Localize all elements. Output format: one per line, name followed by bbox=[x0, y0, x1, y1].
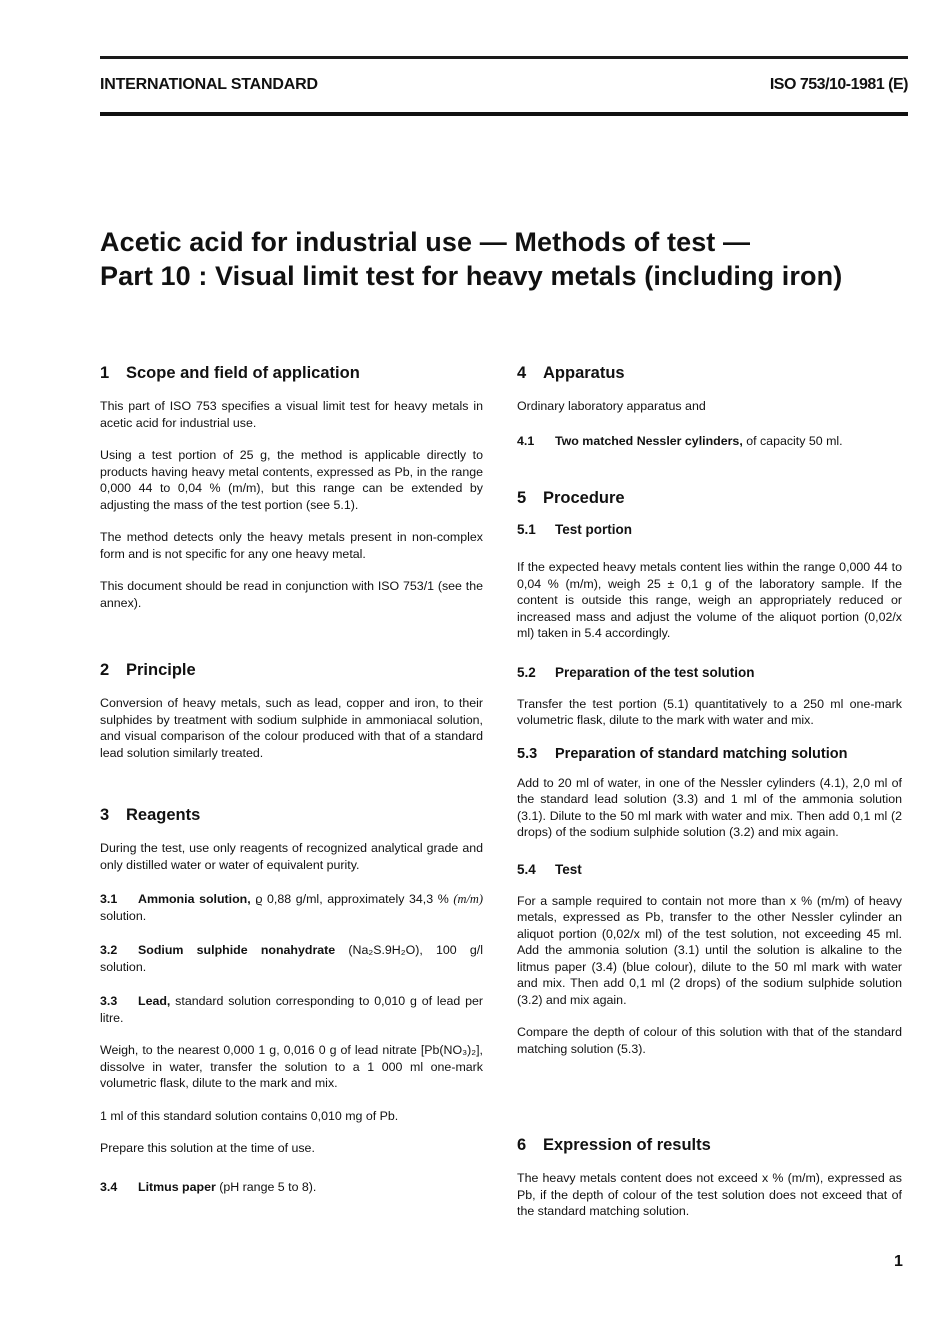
reagent-3-2: 3.2 Sodium sulphide nonahydrate (Na₂S.9H₂O), 100 g/l solution. bbox=[100, 943, 483, 974]
header-standard-label: INTERNATIONAL STANDARD bbox=[100, 76, 318, 93]
section-1 bbox=[100, 362, 483, 611]
section-4 bbox=[517, 362, 902, 449]
subsection-5-4-heading: 5.4 Test bbox=[517, 861, 582, 877]
section-3-para-1: During the test, use only reagents of recognized analytical grade and only distilled water or water of equivalent purity. bbox=[100, 841, 483, 872]
section-6-heading: 6 Expression of results bbox=[517, 1136, 711, 1154]
section-1-para-2: Using a test portion of 25 g, the method is applicable directly to products having heavy metal contents, expressed as Pb, in the range 0,000 44 to 0,04 % (m/m), but this range can be extended by adjusting the mass of the test portion (see 5.1). bbox=[100, 448, 483, 512]
title-line-2: Part 10 : Visual limit test for heavy metals (including iron) bbox=[100, 261, 843, 291]
section-1-para-3: The method detects only the heavy metals present in non-complex form and is not specific for any one heavy metal. bbox=[100, 530, 483, 561]
header-rule-bottom bbox=[100, 112, 908, 116]
reagent-3-4: 3.4 Litmus paper (pH range 5 to 8). bbox=[100, 1179, 317, 1194]
subsection-5-3-para: Add to 20 ml of water, in one of the Nessler cylinders (4.1), 2,0 ml of the standard lead solution (3.3) and 1 ml of the ammonia solution (3.1). Dilute to the 50 ml mark with water and mix. Then add 0,1 ml (2 drops) of the sodium sulphide solution (3.2) and mix again. bbox=[517, 775, 902, 839]
section-1-para-1: This part of ISO 753 specifies a visual limit test for heavy metals in acetic acid for industrial use. bbox=[100, 399, 483, 430]
title-line-1: Acetic acid for industrial use — Methods of test — bbox=[100, 227, 751, 257]
reagent-3-3-para-contains: 1 ml of this standard solution contains 0,010 mg of Pb. bbox=[100, 1108, 399, 1123]
document-title bbox=[100, 225, 842, 293]
section-5-heading: 5 Procedure bbox=[517, 489, 625, 507]
subsection-5-3-heading: 5.3 Preparation of standard matching solution bbox=[517, 745, 848, 762]
reagent-3-3-para-weigh: Weigh, to the nearest 0,000 1 g, 0,016 0 g of lead nitrate [Pb(NO₃)₂], dissolve in water, transfer the solution to a 1 000 ml one-mark volumetric flask, dilute to the mark and mix. bbox=[100, 1043, 483, 1090]
section-4-heading: 4 Apparatus bbox=[517, 364, 625, 382]
section-2-heading: 2 Principle bbox=[100, 661, 196, 679]
section-3-heading: 3 Reagents bbox=[100, 806, 201, 824]
header-rule-top bbox=[100, 56, 908, 59]
section-2-para-1: Conversion of heavy metals, such as lead, copper and iron, to their sulphides by treatment with sodium sulphide in ammoniacal solution, and visual comparison of the colour produced with that of a standard lead solution similarly treated. bbox=[100, 696, 483, 760]
subsection-5-1-para: If the expected heavy metals content lies within the range 0,000 44 to 0,04 % (m/m), weigh 25 ± 0,1 g of the laboratory sample. If the content is outside this range, weigh an appropriately reduced or increased mass and adjust the volume of the aliquot portion (0,02/x ml) taken in 5.4 accordingly. bbox=[517, 560, 902, 640]
reagent-3-3: 3.3 Lead, standard solution corresponding to 0,010 g of lead per litre. bbox=[100, 994, 483, 1025]
section-1-heading: 1 Scope and field of application bbox=[100, 364, 360, 382]
section-6 bbox=[517, 1134, 902, 1220]
apparatus-4-1: 4.1 Two matched Nessler cylinders, of capacity 50 ml. bbox=[517, 433, 843, 448]
reagent-3-1: 3.1 Ammonia solution, ϱ 0,88 g/ml, approximately 34,3 % (m/m) solution. bbox=[100, 892, 483, 923]
subsection-5-4-para-2: Compare the depth of colour of this solution with that of the standard matching solution (5.3). bbox=[517, 1025, 902, 1056]
section-1-para-4: This document should be read in conjunction with ISO 753/1 (see the annex). bbox=[100, 579, 483, 610]
section-3 bbox=[100, 804, 483, 1195]
subsection-5-1-heading: 5.1 Test portion bbox=[517, 522, 632, 537]
page-number: 1 bbox=[894, 1253, 903, 1270]
subsection-5-2-para: Transfer the test portion (5.1) quantitatively to a 250 ml one-mark volumetric flask, dilute to the mark with water and mix. bbox=[517, 696, 902, 727]
header-document-id: ISO 753/10-1981 (E) bbox=[769, 76, 908, 93]
section-5 bbox=[517, 487, 902, 1057]
subsection-5-2-heading: 5.2 Preparation of the test solution bbox=[517, 664, 755, 680]
section-6-para-1: The heavy metals content does not exceed x % (m/m), expressed as Pb, if the depth of colour of the test solution does not exceed that of the standard matching solution. bbox=[517, 1171, 902, 1218]
section-2 bbox=[100, 659, 483, 761]
subsection-5-4-para-1: For a sample required to contain not more than x % (m/m) of heavy metals, expressed as Pb, transfer to the other Nessler cylinder an aliquot portion (0,02/x ml) of the test solution, not exceeding 45 ml. Add the ammonia solution (3.1) until the solution is alkaline to the litmus paper (3.4) (blue colour), dilute to the 50 ml mark with water and mix. Then add 0,1 ml (2 drops) of the sodium sulphide solution (3.2) and mix again. bbox=[517, 893, 902, 1007]
section-4-para-1: Ordinary laboratory apparatus and bbox=[517, 399, 706, 413]
reagent-3-3-para-prepare: Prepare this solution at the time of use. bbox=[100, 1141, 315, 1155]
